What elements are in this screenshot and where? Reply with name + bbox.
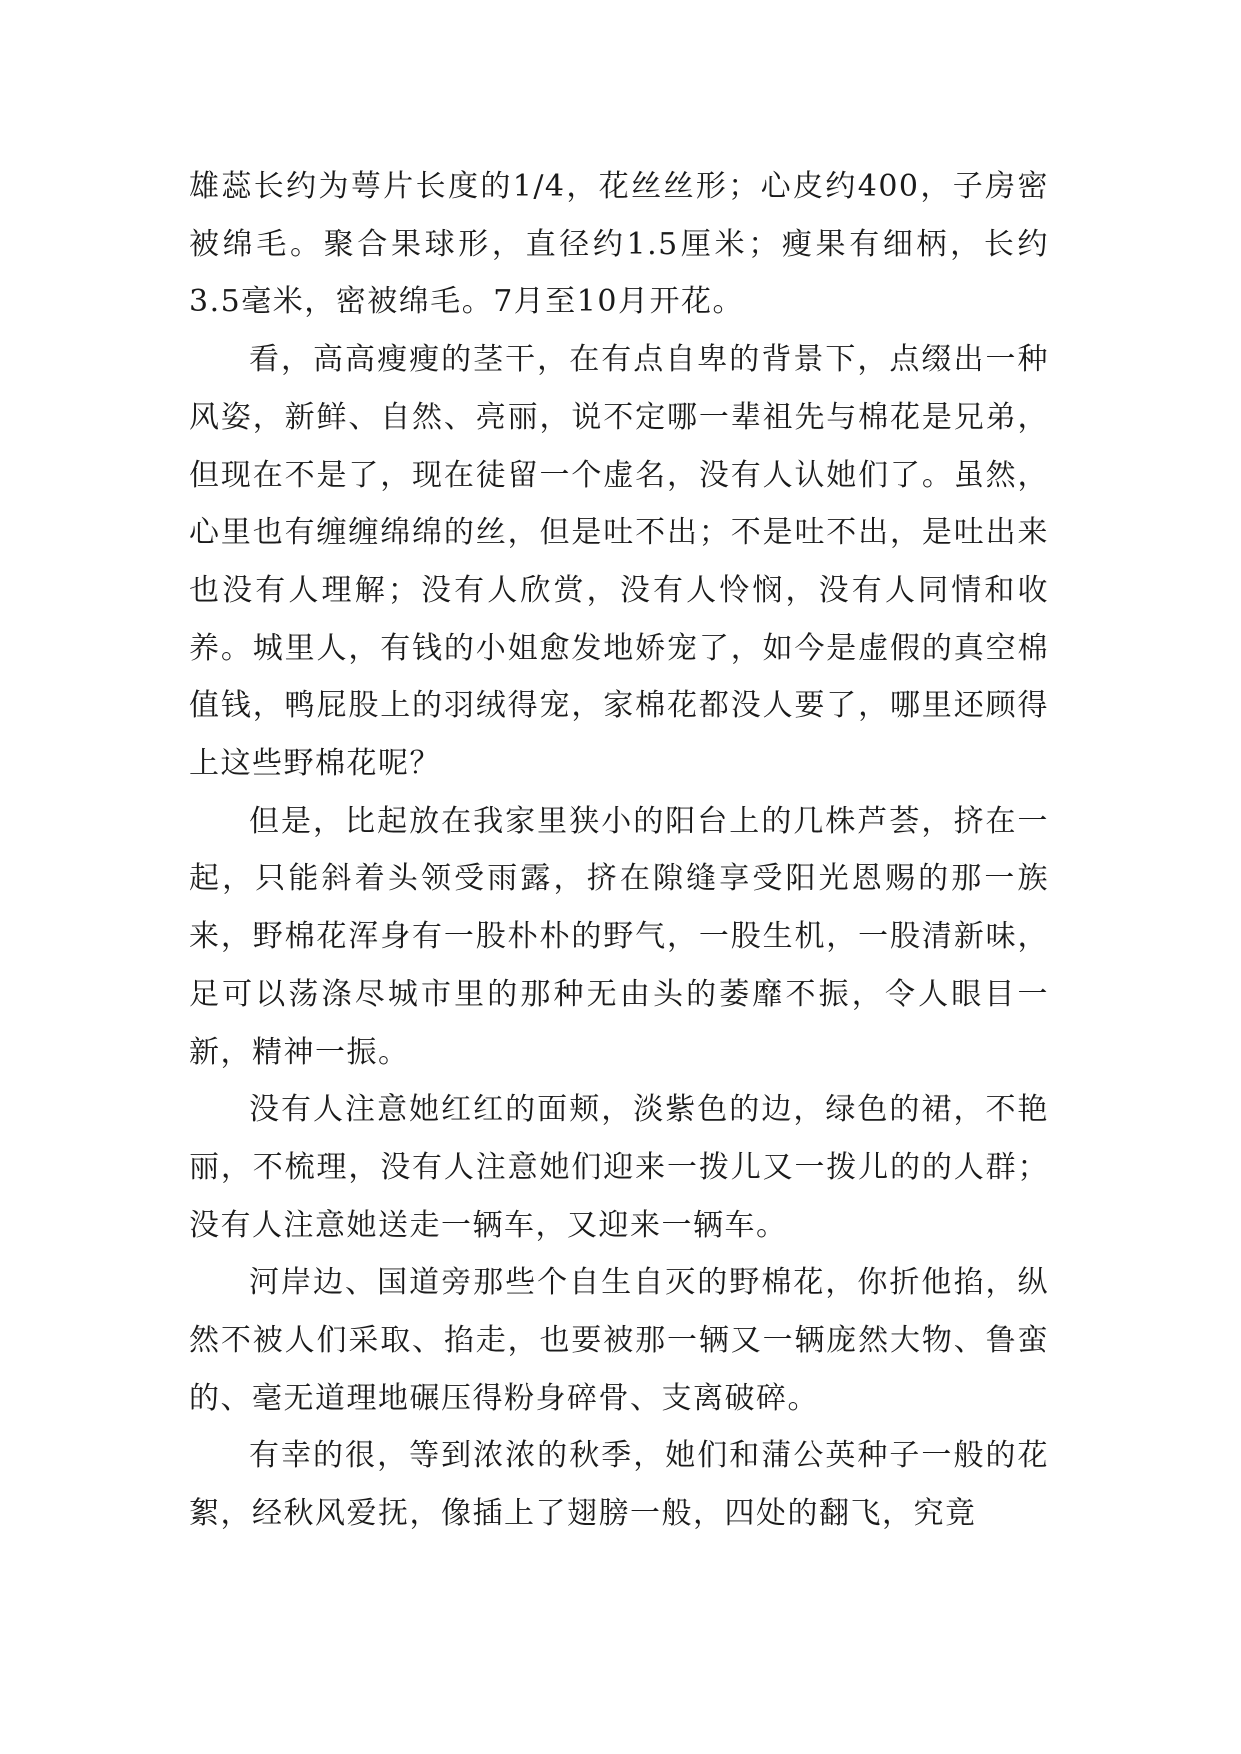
paragraph-2: 看，高高瘦瘦的茎干，在有点自卑的背景下，点缀出一种风姿，新鲜、自然、亮丽，说不定哪一辈祖先与棉花是兄弟，但现在不是了，现在徒留一个虚名，没有人认她们了。虽然，心里也有缠缠绵绵的丝，但是吐不出；不是吐不出，是吐出来也没有人理解；没有人欣赏，没有人怜悯，没有人同情和收养。城里人，有钱的小姐愈发地娇宠了，如今是虚假的真空棉值钱，鸭屁股上的羽绒得宠，家棉花都没人要了，哪里还顾得上这些野棉花呢？ — [189, 342, 1049, 782]
paragraph-6: 有幸的很，等到浓浓的秋季，她们和蒲公英种子一般的花絮，经秋风爱抚，像插上了翅膀一般，四处的翻飞，究竟 — [189, 1438, 1049, 1532]
paragraph-5: 河岸边、国道旁那些个自生自灭的野棉花，你折他掐，纵然不被人们采取、掐走，也要被那一辆又一辆庞然大物、鲁蛮的、毫无道理地碾压得粉身碎骨、支离破碎。 — [189, 1265, 1049, 1416]
paragraph-1: 雄蕊长约为萼片长度的1/4，花丝丝形；心皮约400，子房密被绵毛。聚合果球形，直径约1.5厘米；瘦果有细柄，长约3.5毫米，密被绵毛。7月至10月开花。 — [189, 169, 1049, 320]
paragraph-4: 没有人注意她红红的面颊，淡紫色的边，绿色的裙，不艳丽，不梳理，没有人注意她们迎来一拨儿又一拨儿的的人群；没有人注意她送走一辆车，又迎来一辆车。 — [189, 1092, 1049, 1243]
body-text — [189, 158, 1049, 1543]
paragraph-3: 但是，比起放在我家里狭小的阳台上的几株芦荟，挤在一起，只能斜着头领受雨露，挤在隙缝享受阳光恩赐的那一族来，野棉花浑身有一股朴朴的野气，一股生机，一股清新味，足可以荡涤尽城市里的那种无由头的萎靡不振，令人眼目一新，精神一振。 — [189, 803, 1049, 1070]
